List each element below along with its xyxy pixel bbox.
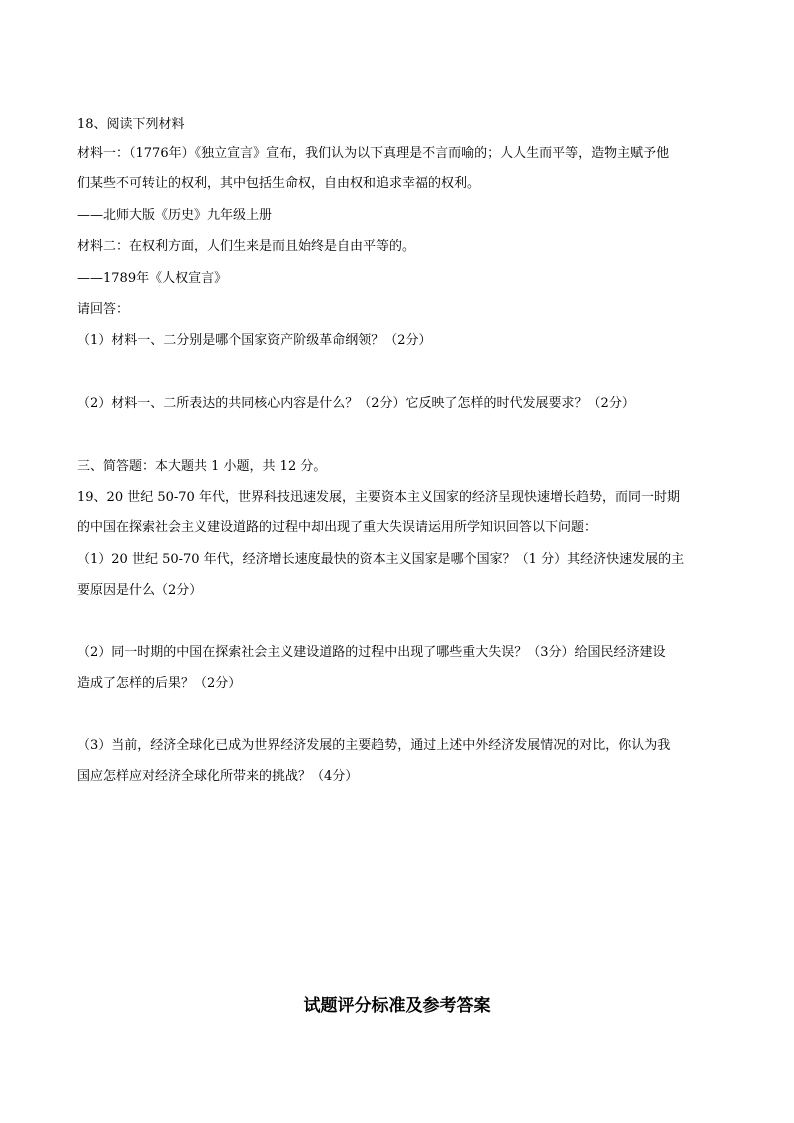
- section-3-heading: 三、简答题：本大题共 1 小题，共 12 分。: [77, 459, 327, 474]
- question-18-sub-2: （2）材料一、二所表达的共同核心内容是什么？（2分）它反映了怎样的时代发展要求？（2分）: [77, 396, 635, 411]
- question-19-sub-2: （2）同一时期的中国在探索社会主义建设道路的过程中出现了哪些重大失误？（3分）给国民经济建设: [77, 645, 666, 660]
- material-2-source: ——1789年《人权宣言》: [77, 271, 228, 286]
- question-19-sub-1-cont: 要原因是什么（2分）: [77, 583, 203, 598]
- material-2-text: 材料二：在权利方面，人们生来是而且始终是自由平等的。: [77, 239, 416, 254]
- material-1-text: 材料一：（1776年）《独立宣言》宣布，我们认为以下真理是不言而喻的；人人生而平等，造物主赋予他: [77, 146, 670, 161]
- question-19-sub-1: （1）20 世纪 50-70 年代，经济增长速度最快的资本主义国家是哪个国家？（1 分）其经济快速发展的主: [77, 552, 685, 567]
- answer-prompt: 请回答：: [77, 302, 130, 317]
- question-19-stem: 19、20 世纪 50-70 年代，世界科技迅速发展，主要资本主义国家的经济呈现快速增长趋势，而同一时期: [77, 490, 680, 505]
- material-1-source: ——北师大版《历史》九年级上册: [77, 208, 273, 223]
- question-19-stem-cont: 的中国在探索社会主义建设道路的过程中却出现了重大失误请运用所学知识回答以下问题：: [77, 520, 598, 535]
- question-19-sub-3: （3）当前，经济全球化已成为世界经济发展的主要趋势，通过上述中外经济发展情况的对比，你认为我: [77, 738, 671, 753]
- material-1-text-cont: 们某些不可转让的权利，其中包括生命权，自由权和追求幸福的权利。: [77, 176, 481, 191]
- question-18-heading: 18、阅读下列材料: [77, 117, 185, 132]
- question-19-sub-3-cont: 国应怎样应对经济全球化所带来的挑战？（4分）: [77, 769, 359, 784]
- question-19-sub-2-cont: 造成了怎样的后果？（2分）: [77, 676, 242, 691]
- answers-title: 试题评分标准及参考答案: [303, 996, 491, 1016]
- question-18-sub-1: （1）材料一、二分别是哪个国家资产阶级革命纲领？（2分）: [77, 333, 432, 348]
